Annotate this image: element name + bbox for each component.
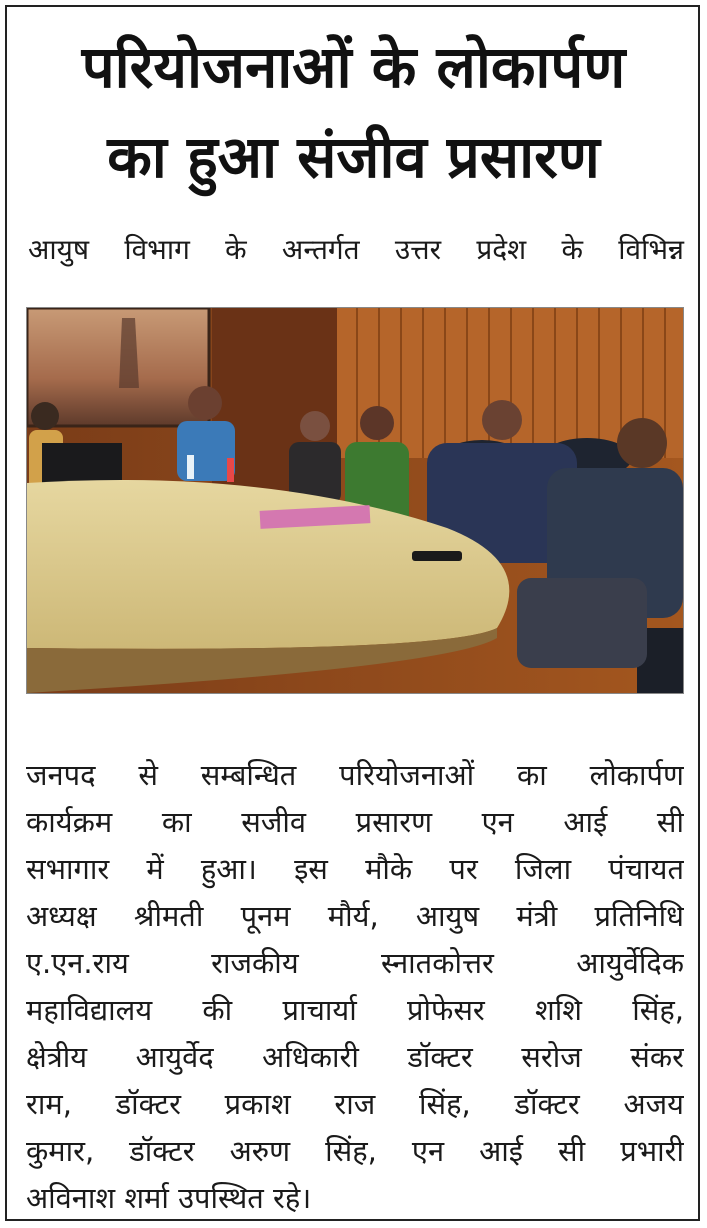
body-line-1: जनपद से सम्बन्धित परियोजनाओं का लोकार्पण (26, 758, 684, 792)
headline-line-1: परियोजनाओं के लोकार्पण (81, 33, 626, 101)
body-line-6: महाविद्यालय की प्राचार्या प्रोफेसर शशि सिंह, (26, 993, 684, 1027)
body-line-10: अविनाश शर्मा उपस्थित रहे। (26, 1181, 312, 1215)
body-line-9: कुमार, डॉक्टर अरुण सिंह, एन आई सी प्रभारी (26, 1134, 684, 1168)
meeting-photo (26, 307, 684, 694)
body-line-3: सभागार में हुआ। इस मौके पर जिला पंचायत (26, 852, 684, 886)
body-line-4: अध्यक्ष श्रीमती पूनम मौर्य, आयुष मंत्री प्रतिनिधि (26, 899, 684, 933)
body-line-7: क्षेत्रीय आयुर्वेद अधिकारी डॉक्टर सरोज संकर (26, 1040, 684, 1074)
headline-line-2: का हुआ संजीव प्रसारण (107, 123, 600, 191)
subheadline: आयुष विभाग के अन्तर्गत उत्तर प्रदेश के विभिन्न (28, 233, 684, 266)
body-line-2: कार्यक्रम का सजीव प्रसारण एन आई सी (26, 805, 684, 839)
article-body (26, 752, 684, 1222)
body-line-8: राम, डॉक्टर प्रकाश राज सिंह, डॉक्टर अजय (26, 1087, 684, 1121)
body-line-5: ए.एन.राय राजकीय स्नातकोत्तर आयुर्वेदिक (26, 946, 684, 980)
meeting-photo-icon (27, 308, 683, 693)
